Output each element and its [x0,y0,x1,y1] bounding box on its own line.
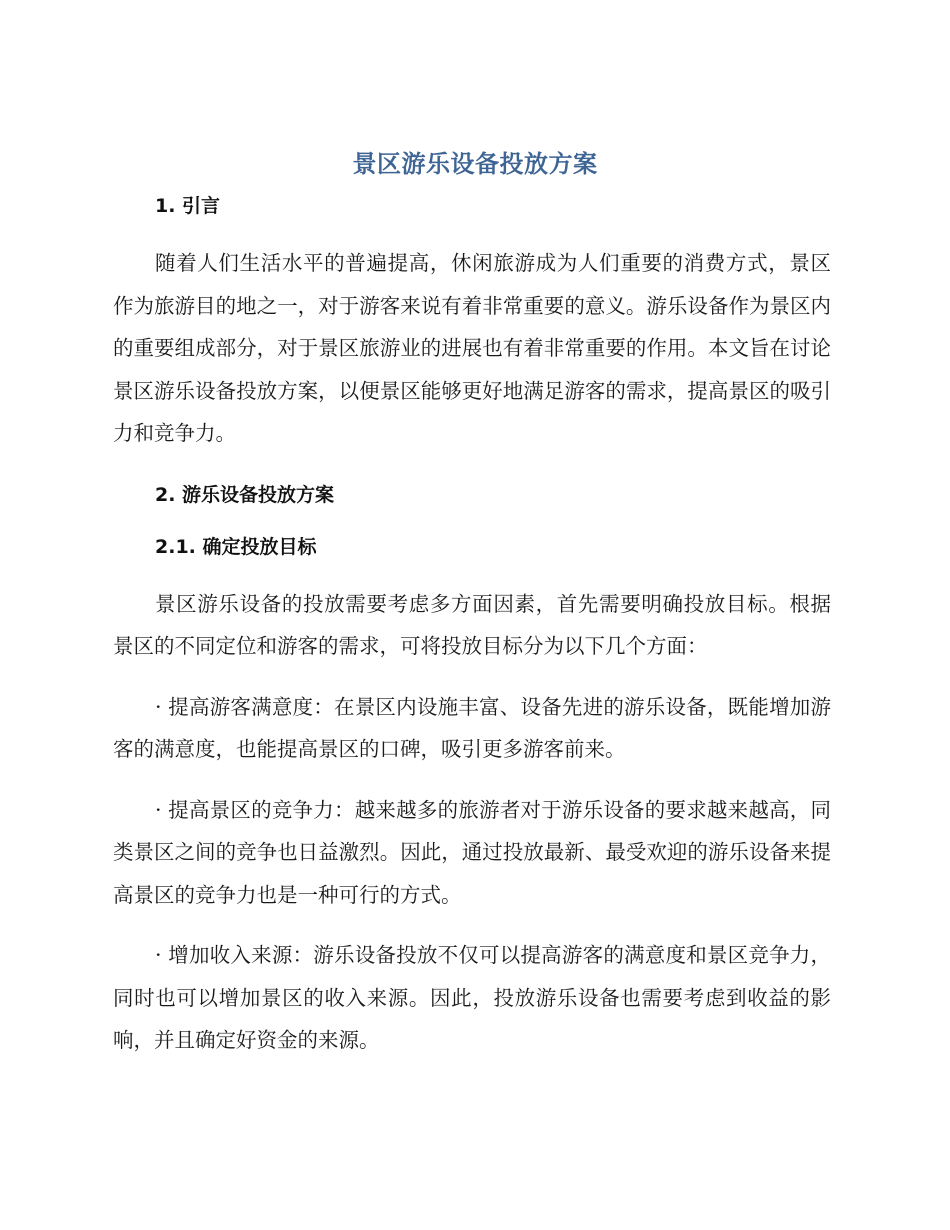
bullet-item-revenue: · 增加收入来源：游乐设备投放不仅可以提高游客的满意度和景区竞争力，同时也可以增加景区的收入来源。因此，投放游乐设备也需要考虑到收益的影响，并且确定好资金的来源。 [113,943,831,1052]
subsection-heading-deployment-goals: 2.1. 确定投放目标 [155,535,317,558]
document-body [113,188,831,1062]
introduction-paragraph: 随着人们生活水平的普遍提高，休闲旅游成为人们重要的消费方式，景区作为旅游目的地之一，对于游客来说有着非常重要的意义。游乐设备作为景区内的重要组成部分，对于景区旅游业的进展也有着非常重要的作用。本文旨在讨论景区游乐设备投放方案，以便景区能够更好地满足游客的需求，提高景区的吸引力和竞争力。 [113,251,831,445]
bullet-item-satisfaction: · 提高游客满意度：在景区内设施丰富、设备先进的游乐设备，既能增加游客的满意度，也能提高景区的口碑，吸引更多游客前来。 [113,694,831,761]
section-heading-deployment-plan: 2. 游乐设备投放方案 [155,483,335,506]
bullet-item-competitiveness: · 提高景区的竞争力：越来越多的旅游者对于游乐设备的要求越来越高，同类景区之间的竞争也日益激烈。因此，通过投放最新、最受欢迎的游乐设备来提高景区的竞争力也是一种可行的方式。 [113,797,831,907]
section-heading-introduction: 1. 引言 [155,195,221,217]
document-title: 景区游乐设备投放方案 [352,150,598,178]
deployment-goals-paragraph: 景区游乐设备的投放需要考虑多方面因素，首先需要明确投放目标。根据景区的不同定位和游客的需求，可将投放目标分为以下几个方面： [113,591,831,658]
